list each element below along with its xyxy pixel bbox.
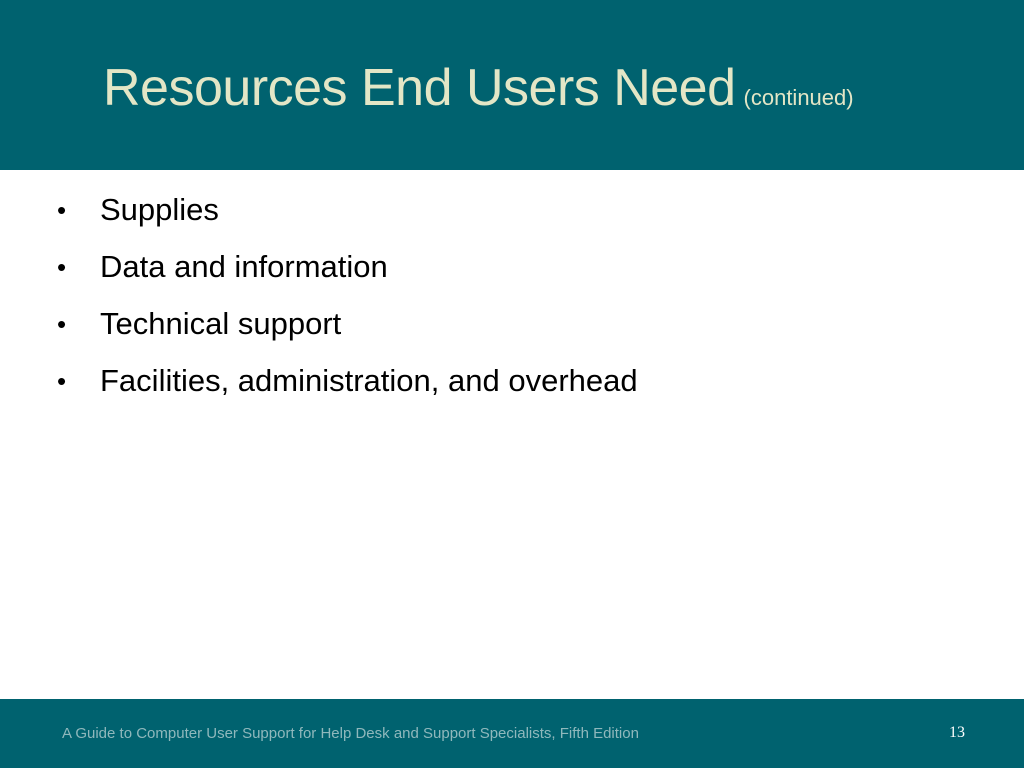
slide-title-suffix: (continued): [743, 85, 854, 110]
bullet-text: Data and information: [100, 249, 388, 284]
bullet-text: Facilities, administration, and overhead: [100, 363, 638, 398]
bullet-text: Technical support: [100, 306, 342, 341]
slide-title-main: Resources End Users Need: [103, 59, 736, 117]
bullet-icon: •: [57, 252, 67, 282]
bullet-icon: •: [57, 195, 67, 225]
page-number: 13: [949, 724, 965, 741]
bullet-icon: •: [57, 366, 67, 396]
bullet-text: Supplies: [100, 192, 219, 227]
bullet-icon: •: [57, 309, 67, 339]
slide-title: [103, 59, 854, 117]
footer-text: A Guide to Computer User Support for Help Desk and Support Specialists, Fifth Edition: [62, 725, 639, 742]
